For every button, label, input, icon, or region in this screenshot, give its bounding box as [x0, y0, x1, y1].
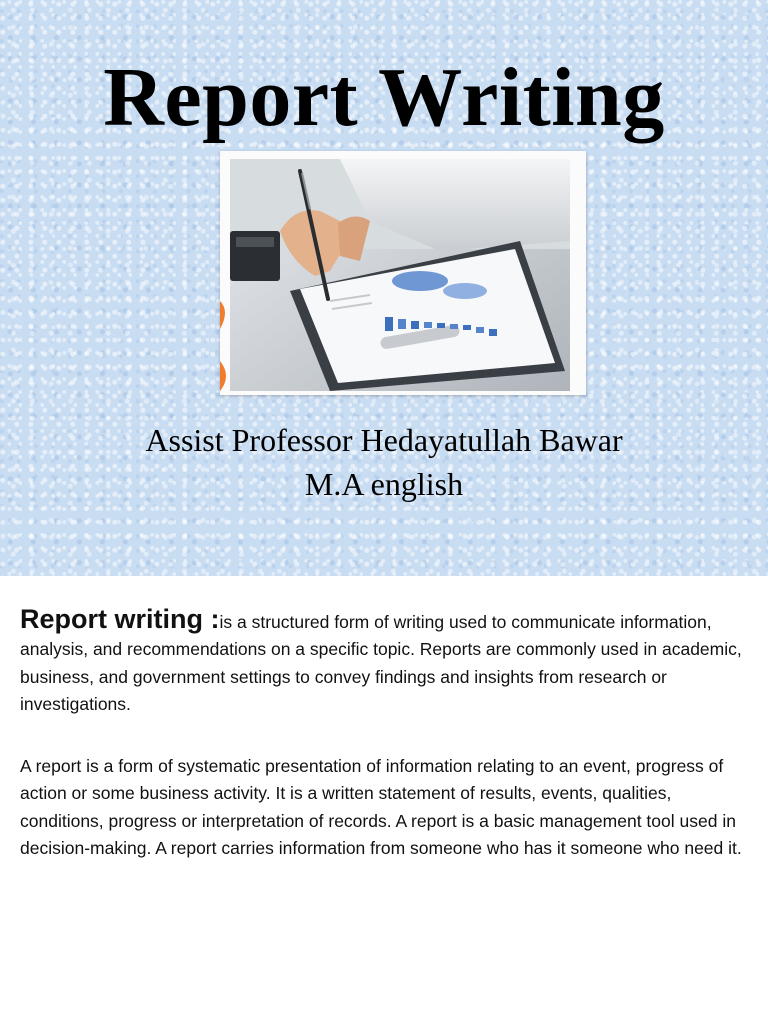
author-name: Assist Professor Hedayatullah Bawar [145, 422, 623, 458]
definition-text: is a structured form of writing used to communicate information, analysis, and recommendations on a specific topic. Reports are commonly used in academic, business, and government settings to convey findings and insights from research or investigations. [20, 612, 742, 714]
body-paragraph: A report is a form of systematic presentation of information relating to an event, progress of action or some business activity. It is a written statement of results, events, qualities, conditions, progress or interpretation of records. A report is a basic management tool used in decision-making. A report carries information from someone who has it someone who need it. [20, 756, 742, 859]
definition-paragraph [20, 606, 748, 718]
document-title: Report Writing [103, 51, 665, 144]
document-body [20, 606, 748, 862]
term-heading: Report writing : [20, 604, 220, 634]
author-degree: M.A english [304, 466, 464, 502]
cover-photo [220, 151, 586, 395]
